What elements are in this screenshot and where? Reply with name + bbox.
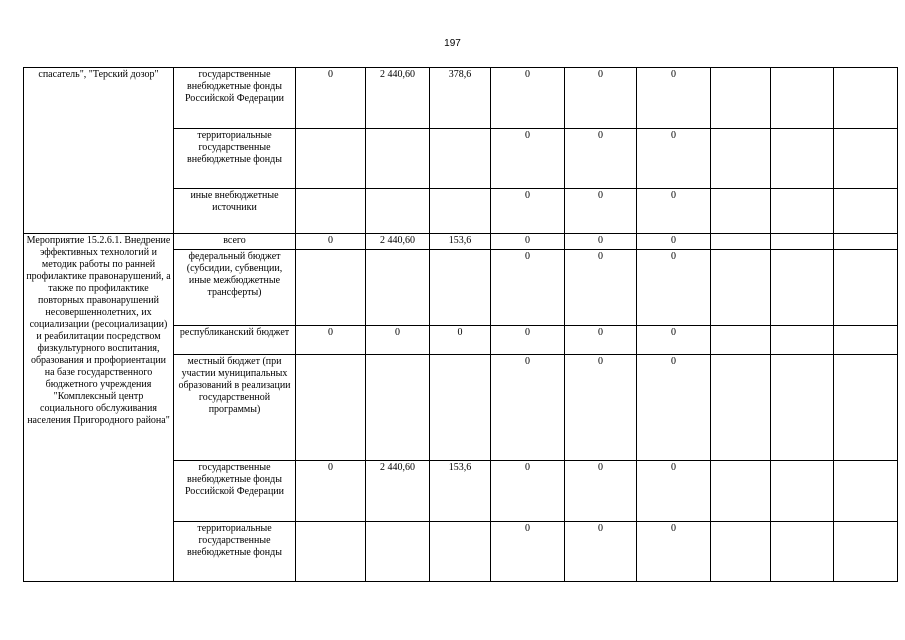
value-cell: 0	[491, 355, 565, 461]
budget-table-body	[24, 68, 898, 582]
value-cell: 0	[491, 129, 565, 189]
value-cell: 0	[296, 234, 366, 250]
value-cell	[366, 522, 430, 582]
value-cell	[834, 189, 898, 234]
value-cell: 0	[637, 326, 711, 355]
value-cell	[430, 189, 491, 234]
value-cell: 0	[565, 522, 637, 582]
page-number: 197	[444, 38, 461, 49]
value-cell: 0	[491, 522, 565, 582]
value-cell: 0	[565, 326, 637, 355]
table-row	[24, 68, 898, 129]
value-cell: 0	[366, 326, 430, 355]
value-cell: 0	[430, 326, 491, 355]
value-cell	[430, 250, 491, 326]
value-cell	[711, 461, 771, 522]
value-cell: 0	[565, 68, 637, 129]
value-cell: 0	[565, 234, 637, 250]
funding-source-cell: федеральный бюджет (субсидии, субвенции, иные межбюджетные трансферты)	[174, 250, 296, 326]
value-cell: 0	[491, 461, 565, 522]
value-cell	[296, 250, 366, 326]
value-cell: 0	[491, 250, 565, 326]
value-cell	[711, 326, 771, 355]
value-cell: 378,6	[430, 68, 491, 129]
value-cell	[296, 355, 366, 461]
value-cell: 153,6	[430, 234, 491, 250]
value-cell	[834, 522, 898, 582]
value-cell: 0	[637, 461, 711, 522]
value-cell	[711, 129, 771, 189]
value-cell	[366, 129, 430, 189]
funding-source-cell: государственные внебюджетные фонды Российской Федерации	[174, 461, 296, 522]
value-cell	[771, 355, 834, 461]
value-cell	[711, 189, 771, 234]
value-cell	[771, 326, 834, 355]
value-cell: 2 440,60	[366, 234, 430, 250]
value-cell	[296, 189, 366, 234]
funding-source-cell: государственные внебюджетные фонды Российской Федерации	[174, 68, 296, 129]
value-cell	[771, 250, 834, 326]
funding-source-cell: территориальные государственные внебюджетные фонды	[174, 129, 296, 189]
value-cell: 0	[491, 234, 565, 250]
value-cell	[366, 189, 430, 234]
value-cell	[430, 355, 491, 461]
value-cell	[430, 129, 491, 189]
funding-source-cell: иные внебюджетные источники	[174, 189, 296, 234]
activity-cell: Мероприятие 15.2.6.1. Внедрение эффективных технологий и методик работы по ранней профилактике правонарушений, а также по профилактике повторных правонарушений несовершеннолетних, их социализации (ресоциализации) и реабилитации посредством физкультурного воспитания, образования и профориентации на базе государственного бюджетного учреждения "Комплексный центр социального обслуживания населения Пригородного района"	[24, 234, 174, 582]
value-cell: 0	[296, 461, 366, 522]
value-cell	[771, 522, 834, 582]
value-cell: 153,6	[430, 461, 491, 522]
value-cell: 0	[296, 68, 366, 129]
funding-source-cell: республиканский бюджет	[174, 326, 296, 355]
budget-table	[23, 67, 898, 582]
value-cell	[771, 129, 834, 189]
value-cell	[834, 234, 898, 250]
value-cell: 0	[491, 326, 565, 355]
value-cell	[366, 250, 430, 326]
value-cell	[711, 355, 771, 461]
value-cell: 0	[565, 189, 637, 234]
activity-cell: спасатель", "Терский дозор"	[24, 68, 174, 234]
value-cell	[771, 68, 834, 129]
table-row	[24, 234, 898, 250]
value-cell	[834, 326, 898, 355]
value-cell	[366, 355, 430, 461]
value-cell	[711, 250, 771, 326]
value-cell	[834, 461, 898, 522]
value-cell: 0	[565, 250, 637, 326]
value-cell: 0	[296, 326, 366, 355]
value-cell: 0	[637, 189, 711, 234]
value-cell: 0	[491, 68, 565, 129]
value-cell: 0	[637, 129, 711, 189]
value-cell	[296, 522, 366, 582]
value-cell	[834, 250, 898, 326]
value-cell: 2 440,60	[366, 68, 430, 129]
value-cell: 0	[565, 355, 637, 461]
value-cell	[711, 522, 771, 582]
value-cell: 0	[637, 355, 711, 461]
funding-source-cell: местный бюджет (при участии муниципальных образований в реализации государственной программы)	[174, 355, 296, 461]
value-cell	[834, 68, 898, 129]
value-cell	[834, 129, 898, 189]
value-cell	[771, 234, 834, 250]
value-cell: 0	[637, 250, 711, 326]
value-cell: 0	[565, 129, 637, 189]
value-cell: 0	[637, 68, 711, 129]
value-cell	[711, 234, 771, 250]
value-cell: 0	[637, 522, 711, 582]
value-cell: 0	[491, 189, 565, 234]
funding-source-cell: территориальные государственные внебюджетные фонды	[174, 522, 296, 582]
value-cell: 0	[637, 234, 711, 250]
value-cell	[711, 68, 771, 129]
funding-source-cell: всего	[174, 234, 296, 250]
value-cell	[834, 355, 898, 461]
value-cell: 0	[565, 461, 637, 522]
value-cell	[430, 522, 491, 582]
value-cell	[771, 461, 834, 522]
value-cell	[771, 189, 834, 234]
value-cell	[296, 129, 366, 189]
value-cell: 2 440,60	[366, 461, 430, 522]
